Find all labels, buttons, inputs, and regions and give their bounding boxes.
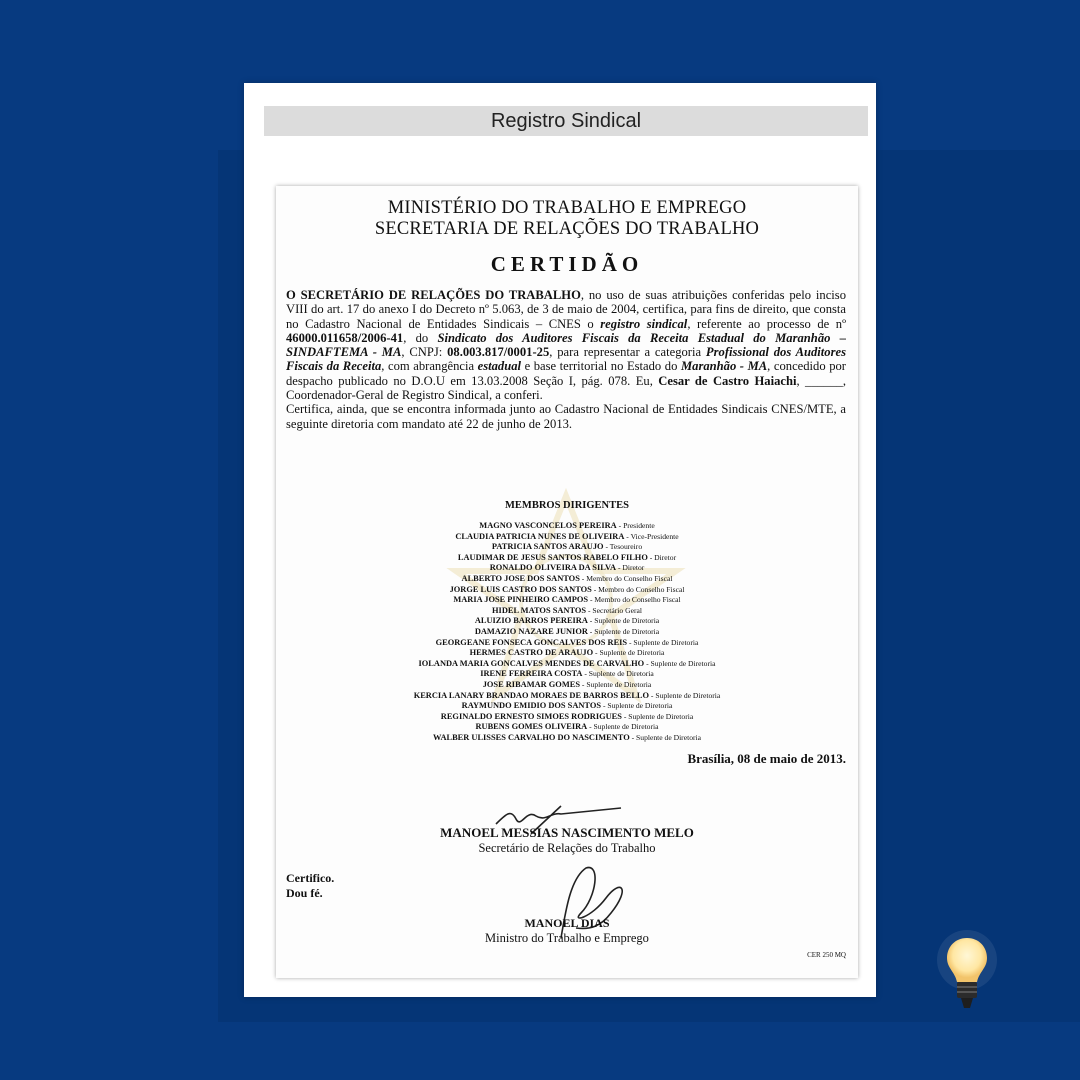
signer-2-name: MANOEL DIAS bbox=[524, 916, 610, 930]
member-role: Suplente de Diretoria bbox=[586, 679, 652, 689]
member-name: LAUDIMAR DE JESUS SANTOS RABELO FILHO bbox=[457, 552, 648, 562]
member-name: RONALDO OLIVEIRA DA SILVA bbox=[489, 563, 617, 573]
member-name: ALUIZIO BARROS PEREIRA bbox=[474, 616, 588, 626]
state-name: Maranhão - MA bbox=[680, 359, 768, 374]
text-segment: , concedido por despacho publicado no D.O.U em 13.03.2008 Seção I, pág. 078. Eu, bbox=[286, 359, 846, 388]
member-role: Suplente de Diretoria bbox=[628, 711, 694, 721]
member-name: CLAUDIA PATRICIA NUNES DE OLIVEIRA bbox=[455, 531, 625, 541]
member-row: HERMES CASTRO DE ARAUJO - Suplente de Diretoria bbox=[469, 648, 665, 658]
member-name: DAMAZIO NAZARE JUNIOR bbox=[474, 626, 588, 636]
process-number: 46000.011658/2006-41 bbox=[286, 330, 404, 345]
member-row: KERCIA LANARY BRANDAO MORAES DE BARROS BELLO - Suplente de Diretoria bbox=[413, 690, 721, 700]
member-name: PATRICIA SANTOS ARAUJO bbox=[491, 542, 604, 552]
certifico-line: Certifico. bbox=[286, 871, 335, 885]
ministry-name: MINISTÉRIO DO TRABALHO E EMPREGO bbox=[387, 198, 747, 218]
text-segment: e base territorial no Estado do bbox=[521, 359, 681, 374]
member-row: RUBENS GOMES OLIVEIRA - Suplente de Diretoria bbox=[475, 722, 659, 732]
member-row: RONALDO OLIVEIRA DA SILVA - Diretor bbox=[489, 563, 645, 573]
member-role: Suplente de Diretoria bbox=[650, 658, 716, 668]
member-row: LAUDIMAR DE JESUS SANTOS RABELO FILHO - Diretor bbox=[457, 552, 677, 562]
member-role: Diretor bbox=[622, 563, 645, 573]
certificate-body bbox=[286, 288, 846, 431]
dou-fe-line: Dou fé. bbox=[286, 886, 323, 900]
signer-2-role: Ministro do Trabalho e Emprego bbox=[485, 931, 649, 945]
secretariat-name: SECRETARIA DE RELAÇÕES DO TRABALHO bbox=[374, 219, 760, 239]
text-segment: , no uso de suas atribuições conferidas pelo inciso VIII do art. 17 do anexo I do Decreto nº 5.063, de 3 de maio de 2004, certifica, para fins de direito, que consta no Cadastro Nacional de Entidades Sindicais – CNES o bbox=[286, 288, 846, 331]
text-segment: , para representar a categoria bbox=[549, 345, 706, 360]
member-row: ALUIZIO BARROS PEREIRA - Suplente de Diretoria bbox=[474, 616, 660, 626]
member-role: Suplente de Diretoria bbox=[594, 626, 660, 636]
member-role: Tesoureiro bbox=[609, 542, 643, 552]
member-row: CLAUDIA PATRICIA NUNES DE OLIVEIRA - Vice-Presidente bbox=[455, 531, 679, 541]
scope-label: estadual bbox=[477, 359, 522, 374]
signer-1-role: Secretário de Relações do Trabalho bbox=[478, 841, 656, 855]
member-role: Membro do Conselho Fiscal bbox=[586, 573, 673, 583]
member-role: Membro do Conselho Fiscal bbox=[598, 584, 685, 594]
member-role: Suplente de Diretoria bbox=[607, 701, 673, 711]
member-name: HIDEL MATOS SANTOS bbox=[492, 605, 587, 615]
member-name: IRENE FERREIRA COSTA bbox=[480, 669, 583, 679]
member-row: ALBERTO JOSE DOS SANTOS - Membro do Conselho Fiscal bbox=[461, 573, 673, 583]
member-name: ALBERTO JOSE DOS SANTOS bbox=[461, 573, 580, 583]
member-row: JORGE LUIS CASTRO DOS SANTOS - Membro do Conselho Fiscal bbox=[449, 584, 685, 594]
member-name: IOLANDA MARIA GONCALVES MENDES DE CARVALHO bbox=[418, 658, 645, 668]
coordinator-name: Cesar de Castro Haiachi bbox=[658, 373, 797, 388]
member-row: IOLANDA MARIA GONCALVES MENDES DE CARVALHO - Suplente de Diretoria bbox=[418, 658, 716, 668]
lightbulb-icon bbox=[935, 930, 999, 1020]
member-row: GEORGEANE FONSECA GONCALVES DOS REIS - Suplente de Diretoria bbox=[435, 637, 699, 647]
text-segment: , ______, Coordenador-Geral de Registro Sindical, a conferi. bbox=[286, 373, 846, 403]
certificate-paragraph-2: Certifica, ainda, que se encontra informada junto ao Cadastro Nacional de Entidades Sindicais CNES/MTE, a seguinte diretoria com mandato até 22 de junho de 2013. bbox=[286, 402, 846, 431]
member-role: Suplente de Diretoria bbox=[588, 669, 654, 679]
member-name: RUBENS GOMES OLIVEIRA bbox=[475, 722, 588, 732]
member-name: RAYMUNDO EMIDIO DOS SANTOS bbox=[461, 701, 602, 711]
text-segment: , referente ao processo de nº bbox=[687, 316, 846, 331]
member-row: MAGNO VASCONCELOS PEREIRA - Presidente bbox=[479, 521, 655, 530]
certification-note bbox=[286, 871, 334, 901]
member-row: PATRICIA SANTOS ARAUJO - Tesoureiro bbox=[491, 542, 643, 552]
member-name: WALBER ULISSES CARVALHO DO NASCIMENTO bbox=[433, 732, 630, 742]
cnpj-number: 08.003.817/0001-25 bbox=[447, 345, 550, 360]
member-role: Diretor bbox=[654, 552, 677, 562]
issue-date: Brasília, 08 de maio de 2013. bbox=[687, 751, 846, 766]
card-title: Registro Sindical bbox=[264, 106, 868, 136]
certificate-scan bbox=[276, 186, 858, 978]
member-role: Suplente de Diretoria bbox=[636, 732, 701, 742]
signer-1-name: MANOEL MESSIAS NASCIMENTO MELO bbox=[440, 825, 694, 840]
member-role: Suplente de Diretoria bbox=[594, 616, 660, 626]
member-row: IRENE FERREIRA COSTA - Suplente de Diretoria bbox=[480, 669, 654, 679]
member-role: Membro do Conselho Fiscal bbox=[594, 595, 681, 605]
member-row: JOSE RIBAMAR GOMES - Suplente de Diretoria bbox=[482, 679, 652, 689]
member-role: Suplente de Diretoria bbox=[655, 690, 721, 700]
member-name: HERMES CASTRO DE ARAUJO bbox=[469, 648, 594, 658]
registro-sindical-label: registro sindical bbox=[600, 316, 688, 331]
member-role: Suplente de Diretoria bbox=[633, 637, 699, 647]
member-name: MAGNO VASCONCELOS PEREIRA bbox=[479, 521, 617, 530]
member-row: RAYMUNDO EMIDIO DOS SANTOS - Suplente de Diretoria bbox=[461, 701, 673, 711]
member-name: GEORGEANE FONSECA GONCALVES DOS REIS bbox=[435, 637, 628, 647]
member-role: Suplente de Diretoria bbox=[593, 722, 659, 732]
document-card bbox=[244, 83, 876, 997]
member-row: DAMAZIO NAZARE JUNIOR - Suplente de Diretoria bbox=[474, 626, 660, 636]
member-role: Vice-Presidente bbox=[630, 531, 679, 541]
member-name: JORGE LUIS CASTRO DOS SANTOS bbox=[449, 584, 592, 594]
document-code: CER 250 MQ bbox=[807, 951, 846, 959]
member-row: HIDEL MATOS SANTOS - Secretário Geral bbox=[492, 605, 642, 615]
text-segment: , CNPJ: bbox=[401, 345, 448, 360]
member-row: MARIA JOSE PINHEIRO CAMPOS - Membro do Conselho Fiscal bbox=[453, 595, 681, 605]
member-name: KERCIA LANARY BRANDAO MORAES DE BARROS BELLO bbox=[413, 690, 650, 700]
members-heading: MEMBROS DIRIGENTES bbox=[505, 500, 629, 511]
member-row: REGINALDO ERNESTO SIMOES RODRIGUES - Suplente de Diretoria bbox=[440, 711, 694, 721]
member-row: WALBER ULISSES CARVALHO DO NASCIMENTO - Suplente de Diretoria bbox=[433, 732, 701, 742]
secretary-title: O SECRETÁRIO DE RELAÇÕES DO TRABALHO bbox=[286, 288, 581, 302]
text-segment: , do bbox=[403, 330, 438, 345]
certificate-paragraph-1 bbox=[286, 288, 846, 402]
member-role: Suplente de Diretoria bbox=[599, 648, 665, 658]
members-list bbox=[276, 521, 858, 743]
union-name: Sindicato dos Auditores Fiscais da Receita Estadual do Maranhão – SINDAFTEMA - MA bbox=[286, 330, 846, 360]
member-name: REGINALDO ERNESTO SIMOES RODRIGUES bbox=[440, 711, 622, 721]
member-role: Secretário Geral bbox=[592, 605, 642, 615]
member-role: Presidente bbox=[623, 521, 655, 530]
category-name: Profissional dos Auditores Fiscais da Receita bbox=[286, 345, 846, 374]
text-segment: , com abrangência bbox=[381, 359, 478, 374]
member-name: JOSE RIBAMAR GOMES bbox=[482, 679, 580, 689]
member-name: MARIA JOSE PINHEIRO CAMPOS bbox=[453, 595, 589, 605]
certificate-title: CERTIDÃO bbox=[490, 252, 644, 276]
